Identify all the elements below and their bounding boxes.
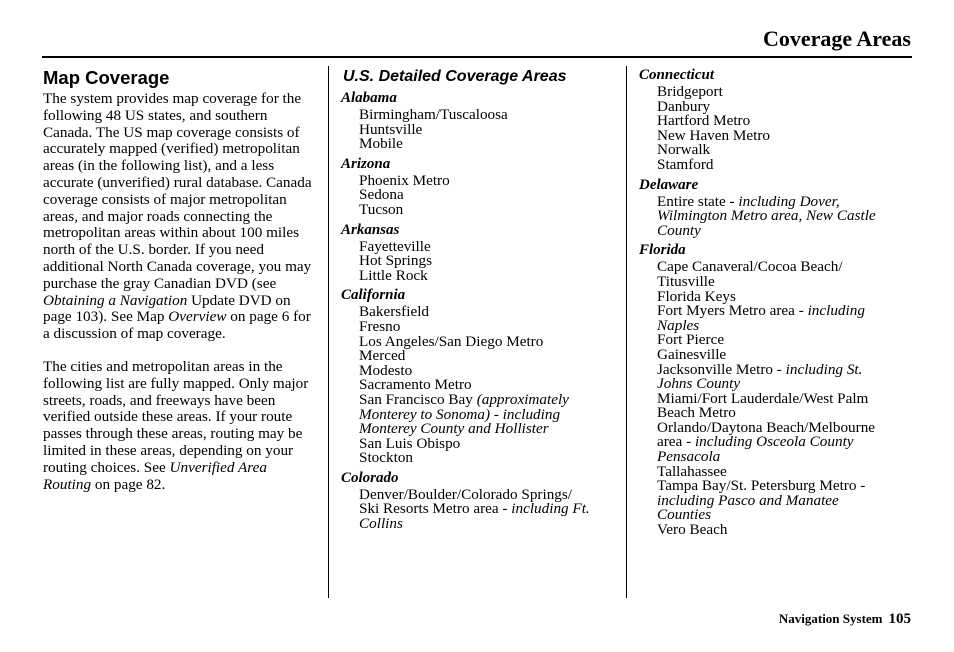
city-text: Florida Keys [657,287,736,305]
city-text: New Haven Metro [657,126,771,144]
city-line [341,451,619,466]
column-heading: U.S. Detailed Coverage Areas [343,68,567,85]
city-text: Wilmington Metro area, New Castle [657,207,876,225]
city-text: Naples [657,316,700,334]
city-text: including Osceola County [694,433,854,451]
page-title: Coverage Areas [762,26,911,51]
city-line [341,137,619,152]
city-text: Sedona [359,186,404,204]
state-list [639,66,911,538]
city-text: Fresno [359,317,401,335]
city-text: - including Dover, [729,192,840,210]
city-text: Tallahassee [657,462,727,480]
city-text: Modesto [359,361,413,379]
city-line [639,155,911,173]
city-text: Los Angeles/San Diego Metro [359,332,544,350]
city-text: Johns County [657,375,741,393]
page-footer [779,611,911,628]
city-text: Tampa Bay/St. Petersburg Metro - [657,477,866,495]
state-name: Arizona [341,155,391,172]
link-reference: Overview [168,308,227,326]
city-text: Monterey to Sonoma) - including [359,405,561,423]
link-reference: Obtaining a Navigation [43,291,188,309]
city-text: Little Rock [359,266,428,284]
city-text: Monterey County and Hollister [359,420,549,438]
text-run: Update DVD on page 103). See Map [43,291,291,326]
state-name: Florida [639,242,686,259]
map-coverage-column [43,66,318,509]
text-run: The system provides map coverage for the following 48 US states, and southern Canada. The US map coverage consists of accurately mapped (verified) metropolitan areas (in the following list), and a less accurate (unverified) rural database. Canada coverage consists of major metropolitan areas, and major roads connecting the metropolitan areas within about 100 miles north of the U.S. border. If you need additional North Canada coverage, you may purchase the gray Canadian DVD (see [43,90,312,292]
city-text: including [807,302,865,320]
city-text: Fayetteville [359,237,431,255]
city-text: Norwalk [657,141,711,159]
city-text: Jacksonville Metro - [657,360,786,378]
state-name: Delaware [639,176,699,193]
city-text: Bakersfield [359,303,430,321]
city-text: Orlando/Daytona Beach/Melbourne [657,418,876,436]
city-text: including St. [785,360,863,378]
city-text: Mobile [359,135,403,153]
text-run: on page 6 for a discussion of map coverage. [43,308,311,343]
city-text: Birmingham/Tuscaloosa [359,106,508,123]
page-number: 105 [888,611,911,627]
state-name: Alabama [341,90,397,106]
city-text: Gainesville [657,345,727,363]
city-text: San Luis Obispo [359,434,461,452]
city-line [341,200,619,218]
city-text: Fort Myers Metro area - [657,302,808,320]
text-run: on page 82. [91,475,166,493]
city-text: Hartford Metro [657,112,751,130]
header-rule [42,56,912,58]
city-text: Hot Springs [359,252,432,270]
city-text: Beach Metro [657,404,736,422]
city-text: Entire state [657,192,730,210]
state-name: Colorado [341,469,399,486]
intro-paragraph-2 [43,359,318,493]
state-block [341,155,619,218]
city-text: Fort Pierce [657,331,725,349]
city-text: Bridgeport [657,83,723,100]
column-divider [626,66,627,598]
city-text: Ski Resorts Metro area - [359,500,512,518]
city-text: area - [657,433,695,451]
state-name: Connecticut [639,67,715,83]
city-text: Collins [359,515,403,533]
city-text: Denver/Boulder/Colorado Springs/ [359,485,573,503]
city-line [341,517,619,532]
state-name: Arkansas [341,221,400,238]
footer-label: Navigation System [778,611,883,626]
state-block [639,241,911,537]
city-line [341,266,619,284]
city-text: Titusville [657,272,715,290]
state-block [639,66,911,173]
city-text: Sacramento Metro [359,376,472,394]
city-text: Miami/Fort Lauderdale/West Palm [657,389,869,407]
city-line [639,221,911,239]
state-block [341,221,619,284]
city-text: County [657,221,701,239]
city-text: Cape Canaveral/Cocoa Beach/ [657,258,843,276]
state-list [341,89,619,532]
text-run: The cities and metropolitan areas in the following list are fully mapped. Only major streets, roads, and freeways have been verified outside these areas. If your route passes through these areas, routing may be limited in these areas, depending on your routing choices. See [43,357,309,476]
city-text: including Pasco and Manatee [657,491,839,509]
us-coverage-column-2 [639,66,911,541]
city-text: Pensacola [657,448,721,466]
city-text: San Francisco Bay [359,390,477,408]
city-text: Stamford [657,155,714,173]
city-text: Counties [657,506,712,524]
state-name: California [341,287,406,304]
city-text: (approximately [476,390,569,408]
city-text: Tucson [359,200,404,218]
state-block [341,286,619,466]
city-text: Vero Beach [657,521,728,539]
city-text: including Ft. [511,500,590,518]
city-line [639,523,911,538]
section-heading: Map Coverage [43,67,170,88]
city-text: Merced [359,347,406,365]
column-divider [328,66,329,598]
state-block [341,89,619,152]
city-text: Huntsville [359,120,423,138]
city-text: Phoenix Metro [359,171,450,189]
city-text: Danbury [657,97,711,115]
state-block [639,176,911,239]
us-coverage-column-1 [341,66,619,535]
state-block [341,469,619,532]
intro-paragraph-1 [43,91,318,343]
city-text: Stockton [359,449,414,467]
link-reference: Unverified Area Routing [43,458,267,493]
